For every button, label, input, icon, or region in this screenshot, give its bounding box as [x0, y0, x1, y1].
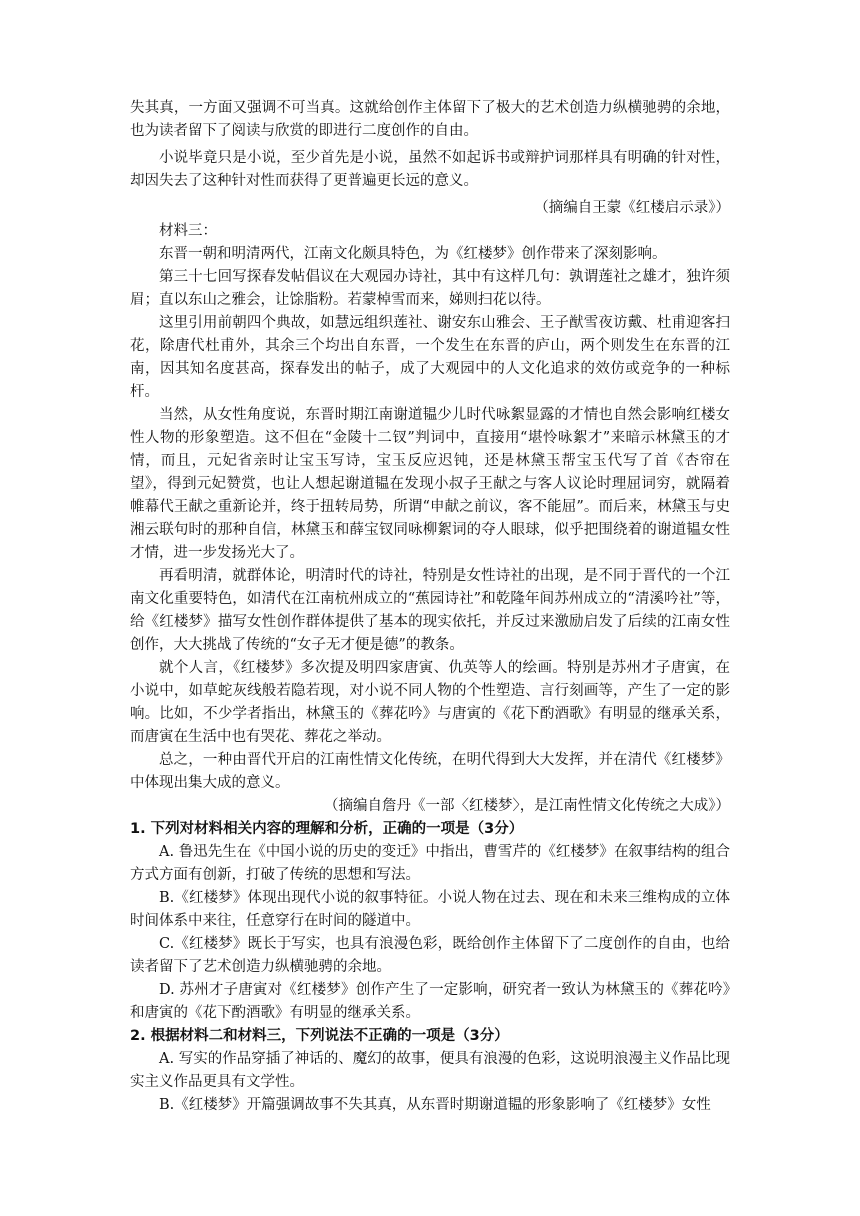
option-c: C.《红楼梦》既长于写实，也具有浪漫色彩，既给创作主体留下了二度创作的自由，也给读者留下了艺术创造力纵横驰骋的余地。	[130, 936, 730, 975]
paragraph: 就个人言，《红楼梦》多次提及明四家唐寅、仇英等人的绘画。特别是苏州才子唐寅，在小说中，如草蛇灰线般若隐若现，对小说不同人物的个性塑造、言行刻画等，产生了一定的影响。比如，不少学者指出，林黛玉的《葬花吟》与唐寅的《花下酌酒歌》有明显的继承关系，而唐寅在生活中也有哭花、葬花之举动。	[130, 660, 730, 745]
source-citation: （摘编自詹丹《一部〈红楼梦〉，是江南性情文化传统之大成》）	[324, 798, 730, 814]
option-b: B.《红楼梦》体现出现代小说的叙事特征。小说人物在过去、现在和未来三维构成的立体时间体系中来往，任意穿行在时间的隧道中。	[130, 890, 730, 929]
paragraph: 当然，从女性角度说，东晋时期江南谢道韫少儿时代咏絮显露的才情也自然会影响红楼女性人物的形象塑造。这不但在“金陵十二钗”判词中，直接用“堪怜咏絮才”来暗示林黛玉的才情，而且，元妃省亲时让宝玉写诗，宝玉反应迟钝，还是林黛玉帮宝玉代写了首《杏帘在望》，得到元妃赞赏，也让人想起谢道韫在发现小叔子王献之与客人议论时理屈词穷，就隔着帷幕代王献之重新论并，终于扭转局势，所谓“申献之前议，客不能屈”。而后来，林黛玉与史湘云联句时的那种自信，林黛玉和薛宝钗同咏柳絮词的夺人眼球，似乎把围绕着的谢道韫女性才情，进一步发扬光大了。	[130, 407, 730, 561]
question-2: 2. 根据材料二和材料三，下列说法不正确的一项是（3分）	[130, 1028, 509, 1044]
section-heading: 材料三：	[159, 223, 217, 239]
paragraph: 再看明清，就群体论，明清时代的诗社，特别是女性诗社的出现，是不同于晋代的一个江南文化重要特色，如清代在江南杭州成立的“蕉园诗社”和乾隆年间苏州成立的“清溪吟社”等，给《红楼梦》描写女性创作群体提供了基本的现实依托，并反过来激励启发了后续的江南女性创作，大大挑战了传统的“女子无才便是德”的教条。	[130, 568, 730, 653]
document-page	[130, 97, 730, 1117]
paragraph: 小说毕竟只是小说，至少首先是小说，虽然不如起诉书或辩护词那样具有明确的针对性，却因失去了这种针对性而获得了更普遍更长远的意义。	[130, 150, 730, 189]
option-d: D. 苏州才子唐寅对《红楼梦》创作产生了一定影响，研究者一致认为林黛玉的《葬花吟》和唐寅的《花下酌酒歌》有明显的继承关系。	[130, 982, 730, 1021]
option-a: A. 写实的作品穿插了神话的、魔幻的故事，便具有浪漫的色彩，这说明浪漫主义作品比现实主义作品更具有文学性。	[130, 1051, 730, 1090]
paragraph: 第三十七回写探春发帖倡议在大观园办诗社，其中有这样几句：孰谓莲社之雄才，独许须眉；直以东山之雅会，让馀脂粉。若蒙棹雪而来，娣则扫花以待。	[130, 269, 730, 308]
paragraph: 总之，一种由晋代开启的江南性情文化传统，在明代得到大大发挥，并在清代《红楼梦》中体现出集大成的意义。	[130, 752, 730, 791]
option-b: B.《红楼梦》开篇强调故事不失其真，从东晋时期谢道韫的形象影响了《红楼梦》女性	[159, 1097, 711, 1113]
paragraph: 失其真，一方面又强调不可当真。这就给创作主体留下了极大的艺术创造力纵横驰骋的余地，也为读者留下了阅读与欣赏的即进行二度创作的自由。	[130, 100, 730, 139]
paragraph: 这里引用前朝四个典故，如慧远组织莲社、谢安东山雅会、王子猷雪夜访戴、杜甫迎客扫花，除唐代杜甫外，其余三个均出自东晋，一个发生在东晋的庐山，两个则发生在东晋的江南，因其知名度甚高，探春发出的帖子，成了大观园中的人文化追求的效仿或竞争的一种标杆。	[130, 315, 730, 400]
option-a: A. 鲁迅先生在《中国小说的历史的变迁》中指出，曹雪芹的《红楼梦》在叙事结构的组合方式方面有创新，打破了传统的思想和写法。	[130, 844, 730, 883]
source-citation: （摘编自王蒙《红楼启示录》）	[534, 200, 730, 216]
question-1: 1. 下列对材料相关内容的理解和分析，正确的一项是（3分）	[130, 821, 524, 837]
paragraph: 东晋一朝和明清两代，江南文化颇具特色，为《红楼梦》创作带来了深刻影响。	[159, 246, 667, 262]
